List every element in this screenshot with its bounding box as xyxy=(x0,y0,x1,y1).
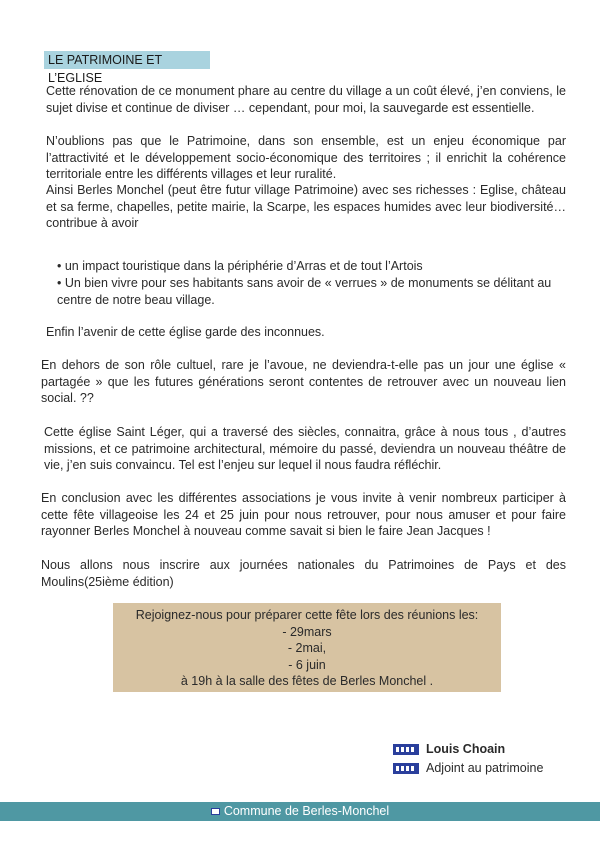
footer-banner xyxy=(0,802,600,821)
callout-date: - 29mars xyxy=(282,624,332,639)
paragraph-journees-nationales: Nous allons nous inscrire aux journées nationales du Patrimoines de Pays et des Moulins(25ième édition) xyxy=(41,558,566,589)
signature-role: Adjoint au patrimoine xyxy=(426,761,544,775)
flag-icon xyxy=(393,744,419,755)
paragraph-saint-leger: Cette église Saint Léger, qui a traversé des siècles, connaitra, grâce à nous tous , d’autres missions, et ce patrimoine architectural, mémoire du passé, deviendra un nouveau théâtre de vie, j’en suis convaincu. Tel est l’enjeu sur lequel il nous faudra réfléchir. xyxy=(44,425,566,473)
footer-text: Commune de Berles-Monchel xyxy=(223,804,390,818)
section-title: LE PATRIMOINE ET L’EGLISE xyxy=(44,51,210,69)
paragraph-richesses: Ainsi Berles Monchel (peut être futur village Patrimoine) avec ses richesses : Eglise, château et sa ferme, chapelles, petite mairie, la Scarpe, les espaces humides avec leur biodiversité… contribue à avoir xyxy=(46,183,566,231)
signature-name: Louis Choain xyxy=(426,742,506,756)
flag-icon xyxy=(393,763,419,774)
paragraph-renovation: Cette rénovation de ce monument phare au centre du village a un coût élevé, j’en conviens, le sujet divise et continue de diviser … cependant, pour moi, la sauvegarde est essentielle. xyxy=(46,84,566,115)
commune-logo-icon xyxy=(211,808,220,815)
paragraph-conclusion: En conclusion avec les différentes associations je vous invite à venir nombreux participer à cette fête villageoise les 24 et 25 juin pour nous retrouver, pour nous amuser et pour faire rayonner Berles Monchel à nouveau comme savait si bien le faire Jean Jacques ! xyxy=(41,491,566,539)
bullet-bien-vivre: • Un bien vivre pour ses habitants sans avoir de « verrues » de monuments se délitant au centre de notre beau village. xyxy=(57,276,552,307)
callout-place: à 19h à la salle des fêtes de Berles Monchel . xyxy=(180,674,434,689)
meetings-callout xyxy=(113,603,501,692)
paragraph-patrimoine-enjeu: N’oublions pas que le Patrimoine, dans son ensemble, est un enjeu économique par l’attractivité et le développement socio-économique des territoires ; il enrichit la cohérence territoriale entre les différents villages et leur ruralité. xyxy=(46,134,566,182)
bullet-impact-touristique: • un impact touristique dans la périphérie d’Arras et de tout l’Artois xyxy=(57,259,423,273)
callout-date: - 6 juin xyxy=(288,657,326,672)
paragraph-eglise-partagee: En dehors de son rôle cultuel, rare je l’avoue, ne deviendra-t-elle pas un jour une église « partagée » que les futures générations seront contentes de retrouver avec un nouveau lien social. ?? xyxy=(41,358,566,406)
signature-name-row xyxy=(393,742,505,756)
paragraph-avenir: Enfin l’avenir de cette église garde des inconnues. xyxy=(46,325,325,339)
callout-date: - 2mai, xyxy=(287,641,327,656)
signature-role-row xyxy=(393,761,543,775)
callout-intro: Rejoignez-nous pour préparer cette fête lors des réunions les: xyxy=(135,608,479,622)
